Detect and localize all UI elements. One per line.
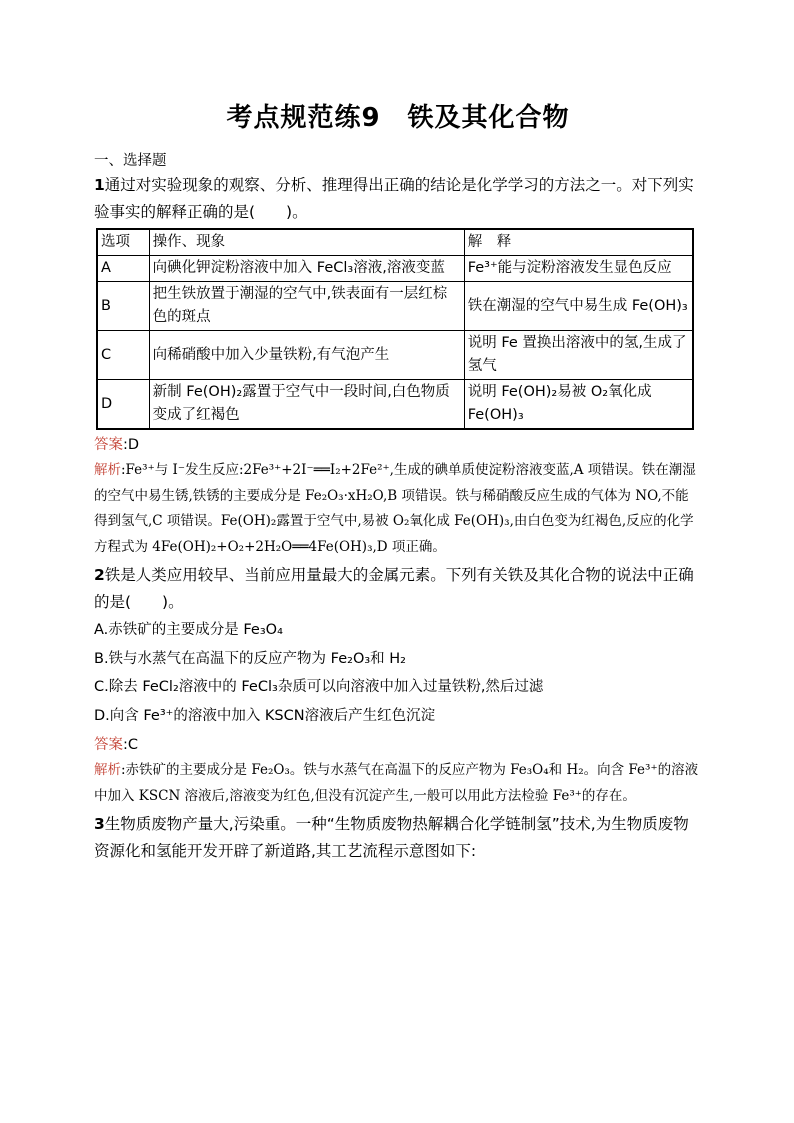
table-header: 解 释 — [464, 229, 693, 256]
answer-value: :C — [123, 737, 139, 753]
table-header-row — [97, 229, 693, 256]
question-number: 1 — [94, 176, 105, 194]
table-row — [97, 331, 693, 380]
answer-label: 答案 — [94, 437, 123, 453]
answer-value: :D — [123, 437, 140, 453]
question-number: 2 — [94, 566, 105, 584]
table-cell-explanation: Fe³⁺能与淀粉溶液发生显色反应 — [464, 256, 693, 282]
question-1-table — [96, 228, 694, 430]
table-cell-option: A — [97, 256, 149, 282]
question-text: 铁是人类应用较早、当前应用量最大的金属元素。下列有关铁及其化合物的说法中正确的是( )。 — [94, 566, 694, 611]
table-row — [97, 380, 693, 430]
answer-label: 答案 — [94, 737, 123, 753]
explanation-text: :Fe³⁺与 I⁻发生反应:2Fe³⁺+2I⁻══I₂+2Fe²⁺,生成的碘单质使淀粉溶液变蓝,A 项错误。铁在潮湿的空气中易生锈,铁锈的主要成分是 Fe₂O₃·xH₂O,B 项错误。铁与稀硝酸反应生成的气体为 NO,不能得到氢气,C 项错误。Fe(OH)₂露置于空气中,易被 O₂氧化成 Fe(OH)₃,由白色变为红褐色,反应的化学方程式为 4Fe(OH)₂+O₂+2H₂O══4Fe(OH)₃,D 项正确。 — [94, 462, 696, 555]
question-1-explanation — [94, 458, 702, 560]
option-a: A.赤铁矿的主要成分是 Fe₃O₄ — [94, 622, 283, 638]
option-d: D.向含 Fe³⁺的溶液中加入 KSCN溶液后产生红色沉淀 — [94, 707, 436, 724]
table-cell-operation: 新制 Fe(OH)₂露置于空气中一段时间,白色物质变成了红褐色 — [149, 380, 464, 430]
table-header: 操作、现象 — [149, 229, 464, 256]
table-cell-explanation: 铁在潮湿的空气中易生成 Fe(OH)₃ — [464, 282, 693, 331]
document-page — [94, 100, 702, 865]
table-cell-explanation: 说明 Fe 置换出溶液中的氢,生成了氢气 — [464, 331, 693, 380]
page-title: 考点规范练9 铁及其化合物 — [226, 103, 570, 133]
table-row — [97, 282, 693, 331]
question-1-answer — [94, 432, 702, 458]
table-cell-operation: 向稀硝酸中加入少量铁粉,有气泡产生 — [149, 331, 464, 380]
table-header: 选项 — [97, 229, 149, 256]
table-row — [97, 256, 693, 282]
question-1-stem — [94, 172, 702, 226]
table-cell-option: D — [97, 380, 149, 430]
table-cell-operation: 向碘化钾淀粉溶液中加入 FeCl₃溶液,溶液变蓝 — [149, 256, 464, 282]
table-cell-explanation: 说明 Fe(OH)₂易被 O₂氧化成 Fe(OH)₃ — [464, 380, 693, 430]
explain-label: 解析 — [94, 762, 121, 778]
question-2-answer — [94, 732, 702, 758]
explain-label: 解析 — [94, 462, 121, 478]
option-b: B.铁与水蒸气在高温下的反应产物为 Fe₂O₃和 H₂ — [94, 650, 406, 667]
question-2-explanation — [94, 758, 702, 809]
question-2-stem — [94, 562, 702, 616]
option-c: C.除去 FeCl₂溶液中的 FeCl₃杂质可以向溶液中加入过量铁粉,然后过滤 — [94, 679, 544, 695]
table-cell-option: C — [97, 331, 149, 380]
question-text: 生物质废物产量大,污染重。一种“生物质废物热解耦合化学链制氢”技术,为生物质废物资源化和氢能开发开辟了新道路,其工艺流程示意图如下: — [94, 815, 689, 860]
question-3-stem — [94, 811, 702, 865]
table-cell-option: B — [97, 282, 149, 331]
table-cell-operation: 把生铁放置于潮湿的空气中,铁表面有一层红棕色的斑点 — [149, 282, 464, 331]
question-text: 通过对实验现象的观察、分析、推理得出正确的结论是化学学习的方法之一。对下列实验事实的解释正确的是( )。 — [94, 176, 694, 221]
question-number: 3 — [94, 815, 105, 833]
section-heading: 一、选择题 — [94, 153, 167, 169]
explanation-text: :赤铁矿的主要成分是 Fe₂O₃。铁与水蒸气在高温下的反应产物为 Fe₃O₄和 H₂。向含 Fe³⁺的溶液中加入 KSCN 溶液后,溶液变为红色,但没有沉淀产生,一般可以用此方法检验 Fe³⁺的存在。 — [94, 762, 699, 804]
